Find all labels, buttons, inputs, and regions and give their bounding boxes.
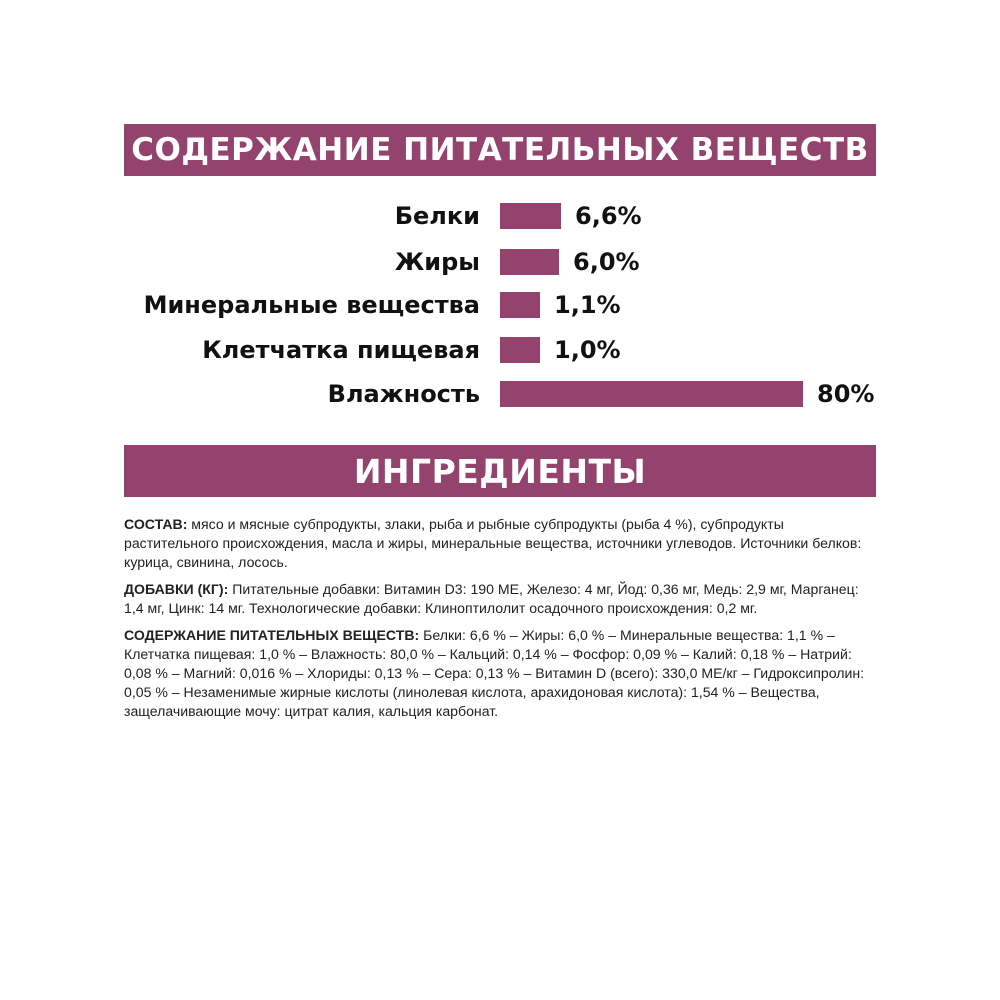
nutrient-label: Минеральные вещества	[143, 291, 480, 319]
composition-paragraph	[124, 515, 876, 572]
composition-text: мясо и мясные субпродукты, злаки, рыба и рыбные субпродукты (рыба 4 %), субпродукты растительного происхождения, масла и жиры, минеральные вещества, источники углеводов. Источники белков: курица, свинина, лосось.	[124, 516, 862, 570]
nutrient-row-fiber	[0, 330, 1000, 370]
nutrient-label: Белки	[394, 202, 480, 230]
nutrient-label: Клетчатка пищевая	[202, 336, 480, 364]
nutrient-bar	[500, 203, 561, 229]
nutrient-content-lead: СОДЕРЖАНИЕ ПИТАТЕЛЬНЫХ ВЕЩЕСТВ:	[124, 627, 420, 643]
composition-lead: СОСТАВ:	[124, 516, 188, 532]
nutrient-row-minerals	[0, 285, 1000, 325]
nutrient-value: 6,0%	[573, 248, 640, 276]
nutrient-bar	[500, 249, 559, 275]
nutrient-value: 6,6%	[575, 202, 642, 230]
nutrient-value: 1,0%	[554, 336, 621, 364]
nutrient-label: Влажность	[327, 380, 480, 408]
ingredients-text	[124, 515, 876, 729]
ingredients-banner: ИНГРЕДИЕНТЫ	[124, 445, 876, 497]
nutrient-value: 1,1%	[554, 291, 621, 319]
nutrient-row-protein	[0, 196, 1000, 236]
nutrient-row-moisture	[0, 374, 1000, 414]
nutrients-banner: СОДЕРЖАНИЕ ПИТАТЕЛЬНЫХ ВЕЩЕСТВ	[124, 124, 876, 176]
nutrient-bar	[500, 292, 540, 318]
nutrient-label: Жиры	[394, 248, 480, 276]
nutrient-bar	[500, 381, 803, 407]
nutrient-content-text: Белки: 6,6 % – Жиры: 6,0 % – Минеральные вещества: 1,1 % – Клетчатка пищевая: 1,0 % – Влажность: 80,0 % – Кальций: 0,14 % – Фосфор: 0,09 % – Калий: 0,18 % – Натрий: 0,08 % – Магний: 0,016 % – Хлориды: 0,13 % – Сера: 0,13 % – Витамин D (всего): 330,0 МЕ/кг – Гидроксипролин: 0,05 % – Незаменимые жирные кислоты (линолевая кислота, арахидоновая кислота): 1,54 % – Вещества, защелачивающие мочу: цитрат калия, кальция карбонат.	[124, 627, 865, 719]
additives-lead: ДОБАВКИ (КГ):	[124, 581, 229, 597]
additives-text: Питательные добавки: Витамин D3: 190 МЕ, Железо: 4 мг, Йод: 0,36 мг, Медь: 2,9 мг, Марганец: 1,4 мг, Цинк: 14 мг. Технологические добавки: Клиноптилолит осадочного происхождения: 0,2 мг.	[124, 581, 859, 616]
additives-paragraph	[124, 580, 876, 618]
nutrient-bar	[500, 337, 540, 363]
nutrient-row-fat	[0, 242, 1000, 282]
nutrient-content-paragraph	[124, 626, 876, 721]
nutrient-value: 80%	[817, 380, 875, 408]
